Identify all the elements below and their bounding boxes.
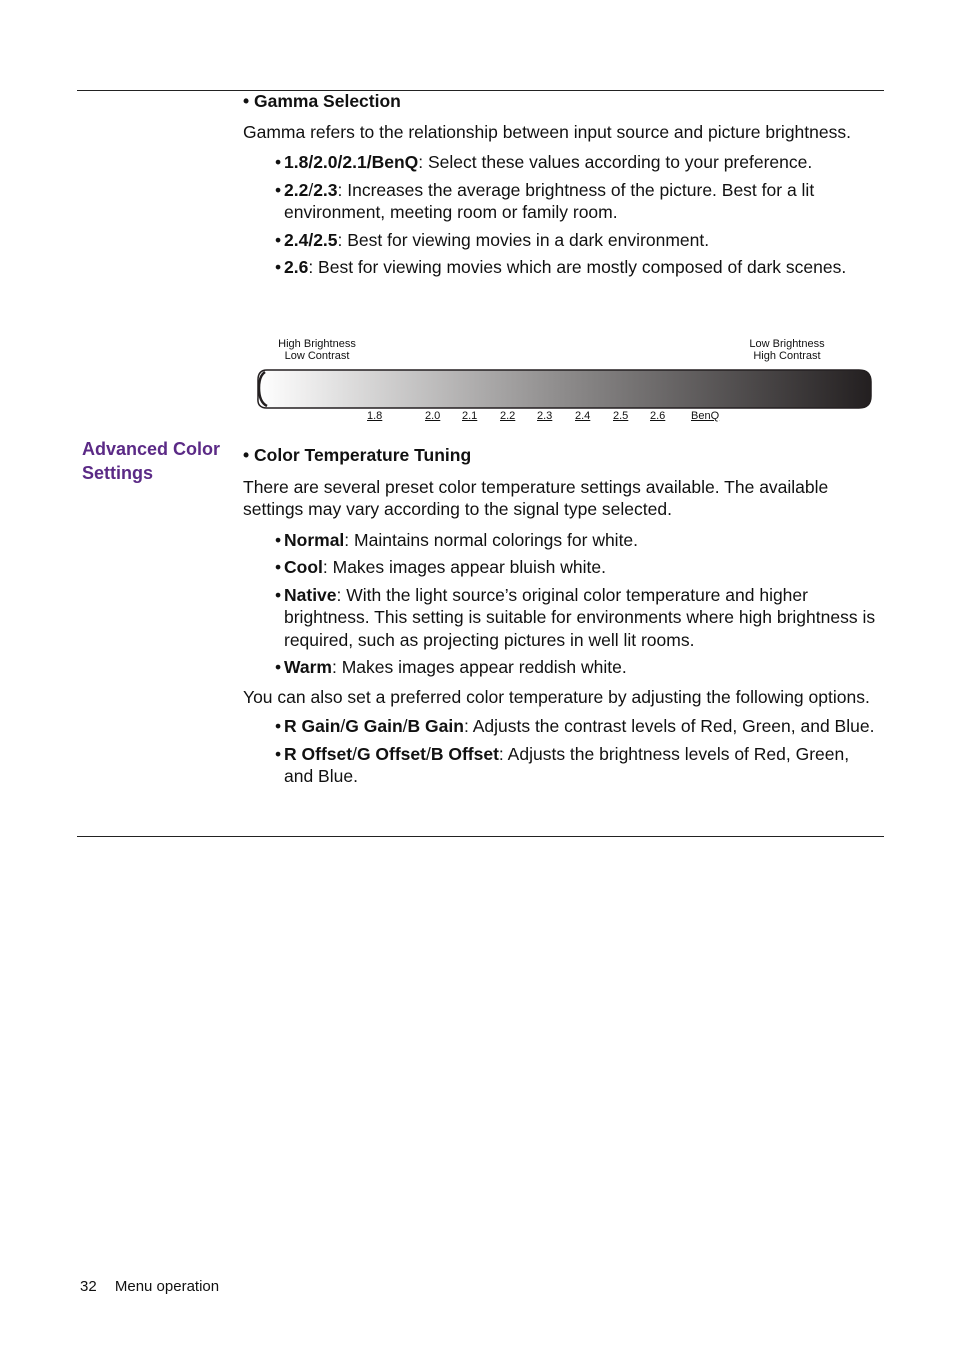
color-temp-heading: • Color Temperature Tuning xyxy=(243,445,472,465)
left-label: High Brightness Low Contrast xyxy=(278,338,356,362)
color-temp-section xyxy=(243,444,879,788)
offset-item: • R Offset/G Offset/B Offset: Adjusts the brightness levels of Red, Green, and Blue. xyxy=(275,743,850,786)
gamma-heading: • Gamma Selection xyxy=(243,91,401,111)
advanced-color-settings-title: Advanced Color Settings xyxy=(82,439,221,483)
preset-item: • Cool: Makes images appear bluish white. xyxy=(275,557,606,577)
preset-item: • Warm: Makes images appear reddish white. xyxy=(275,657,627,677)
gamma-section xyxy=(243,90,879,279)
color-temp-also: You can also set a preferred color temperature by adjusting the following options. xyxy=(243,686,870,707)
tick-label: 2.3 xyxy=(537,410,553,422)
gamma-intro: Gamma refers to the relationship between input source and picture brightness. xyxy=(243,121,851,142)
tick-label: 2.2 xyxy=(500,410,516,422)
preset-item: • Native: With the light source’s original color temperature and higher brightness. This setting is suitable for environments where high brightness is required, such as projecting pictures in well lit rooms. xyxy=(275,584,876,650)
tick-label: 2.0 xyxy=(425,410,441,422)
footer-section: Menu operation xyxy=(114,1278,220,1295)
color-temp-intro: There are several preset color temperature settings available. The available settings may vary according to the signal type selected. xyxy=(243,476,829,519)
gamma-item: • 2.2/2.3: Increases the average brightness of the picture. Best for a lit environment, meeting room or family room. xyxy=(275,179,815,222)
gamma-gradient-bar xyxy=(255,366,875,412)
right-label: Low Brightness High Contrast xyxy=(749,338,825,362)
tick-label: 1.8 xyxy=(367,410,383,422)
tick-label: BenQ xyxy=(691,410,720,422)
gain-item: • R Gain/G Gain/B Gain: Adjusts the contrast levels of Red, Green, and Blue. xyxy=(275,716,875,736)
page-number: 32 xyxy=(80,1278,97,1295)
tick-label: 2.1 xyxy=(462,410,478,422)
gamma-diagram xyxy=(255,336,875,428)
gamma-item: • 2.6: Best for viewing movies which are mostly composed of dark scenes. xyxy=(275,257,847,277)
tick-label: 2.4 xyxy=(575,410,591,422)
gamma-item: • 2.4/2.5: Best for viewing movies in a dark environment. xyxy=(275,229,710,250)
tick-label: 2.6 xyxy=(650,410,666,422)
gamma-item: • 1.8/2.0/2.1/BenQ: Select these values according to your preference. xyxy=(275,152,813,172)
preset-item: • Normal: Maintains normal colorings for white. xyxy=(275,529,639,550)
tick-label: 2.5 xyxy=(613,410,629,422)
page-footer xyxy=(80,1278,233,1295)
bottom-rule xyxy=(77,836,884,837)
